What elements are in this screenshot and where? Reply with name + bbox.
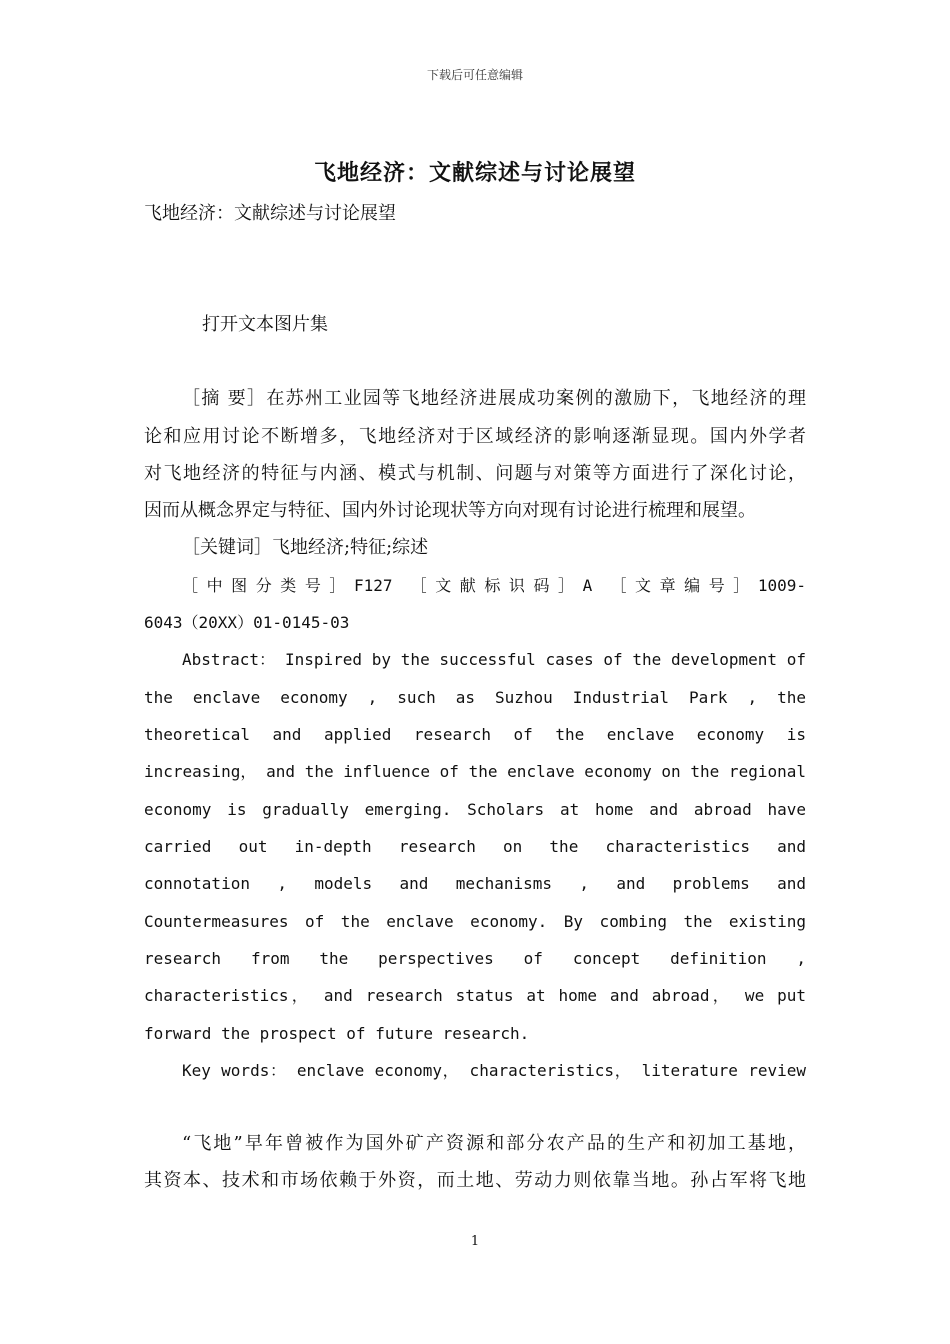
abstract-cn-line: 因而从概念界定与特征、国内外讨论现状等方向对现有讨论进行梳理和展望。 bbox=[144, 500, 756, 521]
abstract-en-line: economy is gradually emerging. Scholars at home and abroad have bbox=[144, 800, 806, 819]
body-line: “飞地”早年曾被作为国外矿产资源和部分农产品的生产和初加工基地， bbox=[182, 1133, 806, 1154]
abstract-cn-line: 论和应用讨论不断增多，飞地经济对于区域经济的影响逐渐显现。国内外学者 bbox=[144, 426, 806, 447]
keywords-en: Key words： enclave economy， characteristics， literature review bbox=[182, 1061, 806, 1080]
abstract-en-line: carried out in-depth research on the characteristics and bbox=[144, 837, 806, 856]
subtitle: 飞地经济：文献综述与讨论展望 bbox=[144, 203, 396, 224]
classification-line: 6043（20XX）01-0145-03 bbox=[144, 613, 350, 632]
abstract-en-line: forward the prospect of future research. bbox=[144, 1024, 530, 1043]
keywords-cn: ［关键词］飞地经济;特征;综述 bbox=[182, 537, 429, 558]
abstract-en-line: research from the perspectives of concept definition , bbox=[144, 949, 806, 968]
classification-line: ［中图分类号］F127 ［文献标识码］A ［文章编号］1009- bbox=[182, 576, 806, 595]
abstract-cn-line: ［摘 要］在苏州工业园等飞地经济进展成功案例的激励下，飞地经济的理 bbox=[182, 388, 806, 409]
document-title: 飞地经济：文献综述与讨论展望 bbox=[313, 160, 636, 186]
abstract-en-line: theoretical and applied research of the enclave economy is bbox=[144, 725, 806, 744]
abstract-cn-line: 对飞地经济的特征与内涵、模式与机制、问题与对策等方面进行了深化讨论， bbox=[144, 463, 806, 484]
abstract-en-line: Countermeasures of the enclave economy. By combing the existing bbox=[144, 912, 806, 931]
abstract-en-line: connotation , models and mechanisms , and problems and bbox=[144, 874, 806, 893]
abstract-en-line: increasing， and the influence of the enclave economy on the regional bbox=[144, 762, 806, 781]
abstract-en-line: Abstract： Inspired by the successful cases of the development of bbox=[182, 650, 806, 669]
abstract-en-line: the enclave economy , such as Suzhou Industrial Park , the bbox=[144, 688, 806, 707]
page-number: 1 bbox=[470, 1234, 480, 1249]
page-header: 下载后可任意编辑 bbox=[426, 68, 523, 82]
body-line: 其资本、技术和市场依赖于外资，而土地、劳动力则依靠当地。孙占军将飞地 bbox=[144, 1170, 806, 1191]
abstract-en-line: characteristics， and research status at home and abroad， we put bbox=[144, 986, 806, 1005]
open-image-gallery-link[interactable]: 打开文本图片集 bbox=[202, 314, 328, 335]
